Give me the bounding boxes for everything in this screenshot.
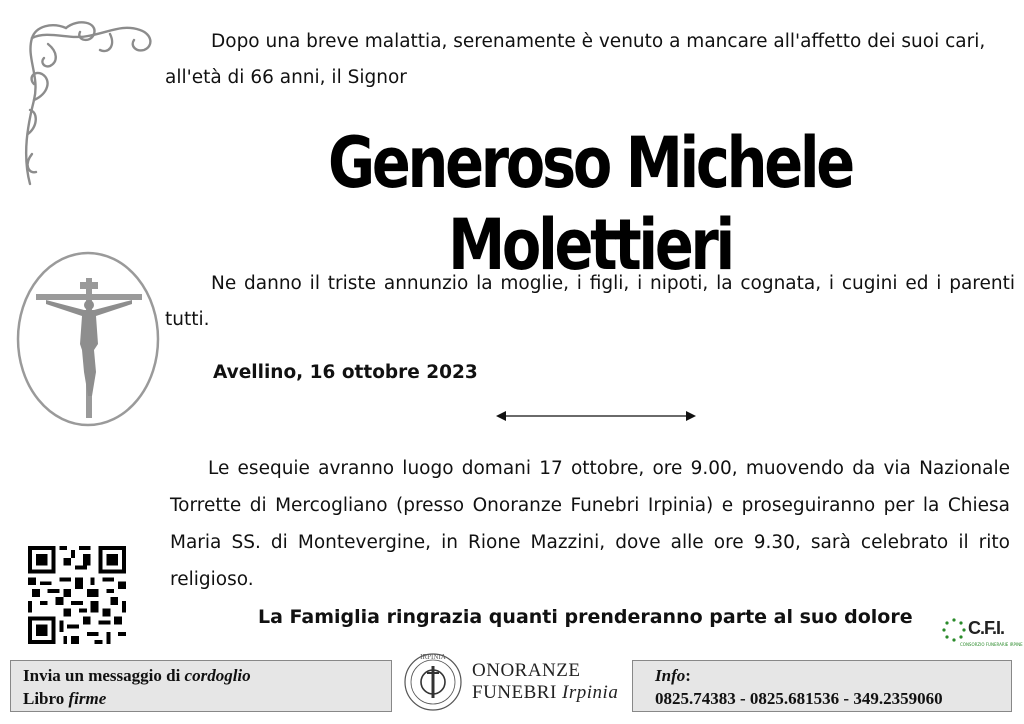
corner-flourish-icon — [18, 14, 158, 186]
family-thanks: La Famiglia ringrazia quanti prenderanno parte al suo dolore — [258, 606, 913, 628]
funeral-home-seal-icon — [402, 646, 464, 712]
condolence-link[interactable] — [23, 664, 379, 687]
info-label-row: Info: — [655, 666, 691, 685]
announcement-text: Ne danno il triste annunzio la moglie, i figli, i nipoti, la cognata, i cugini ed i parenti tutti. — [165, 273, 1015, 330]
funeral-home-brand — [472, 660, 618, 704]
phone-numbers: 0825.74383 - 0825.681536 - 349.2359060 — [655, 689, 943, 708]
guestbook-link[interactable] — [23, 687, 379, 710]
guestbook-label: Libro — [23, 689, 69, 708]
info-phones[interactable] — [655, 687, 989, 710]
intro-line-1: Dopo una breve malattia, serenamente è venuto a mancare all'affetto dei suoi cari, — [211, 31, 986, 52]
brand-line-2-prefix: FUNEBRI — [472, 682, 563, 703]
place-date: Avellino, 16 ottobre 2023 — [213, 362, 478, 383]
brand-line-2 — [472, 682, 618, 704]
funeral-details: Le esequie avranno luogo domani 17 ottobre, ore 9.00, muovendo da via Nazionale Torrette di Mercogliano (presso Onoranze Funebri Irpinia) e proseguiranno per la Chiesa Maria SS. di Montevergine, in Rione Mazzini, dove alle ore 9.30, sarà celebrato il rito religioso. — [170, 458, 1010, 590]
crucifix-icon — [14, 250, 162, 428]
brand-line-1: ONORANZE — [472, 660, 581, 681]
brand-line-2-emphasis: Irpinia — [562, 682, 619, 703]
cfi-subtitle: CONSORZIO FUNERARIE IRPINE — [960, 642, 1023, 647]
intro-text — [165, 24, 1015, 96]
deceased-name: Generoso Michele Molettieri — [328, 122, 852, 286]
info-label: Info — [655, 666, 686, 685]
cfi-text: C.F.I. — [968, 618, 1005, 638]
qr-code-icon[interactable] — [28, 546, 126, 644]
double-arrow-icon — [494, 408, 698, 424]
intro-line-2: all'età di 66 anni, il Signor — [165, 67, 407, 88]
cfi-logo — [940, 616, 1023, 652]
condolence-box[interactable] — [10, 660, 392, 712]
seal-text: IRPINIA — [420, 653, 446, 661]
info-box — [632, 660, 1012, 712]
cfi-ring-icon — [942, 618, 966, 642]
condolence-emphasis: cordoglio — [184, 666, 251, 685]
condolence-label: Invia un messaggio di — [23, 666, 185, 685]
guestbook-emphasis: firme — [68, 689, 107, 708]
